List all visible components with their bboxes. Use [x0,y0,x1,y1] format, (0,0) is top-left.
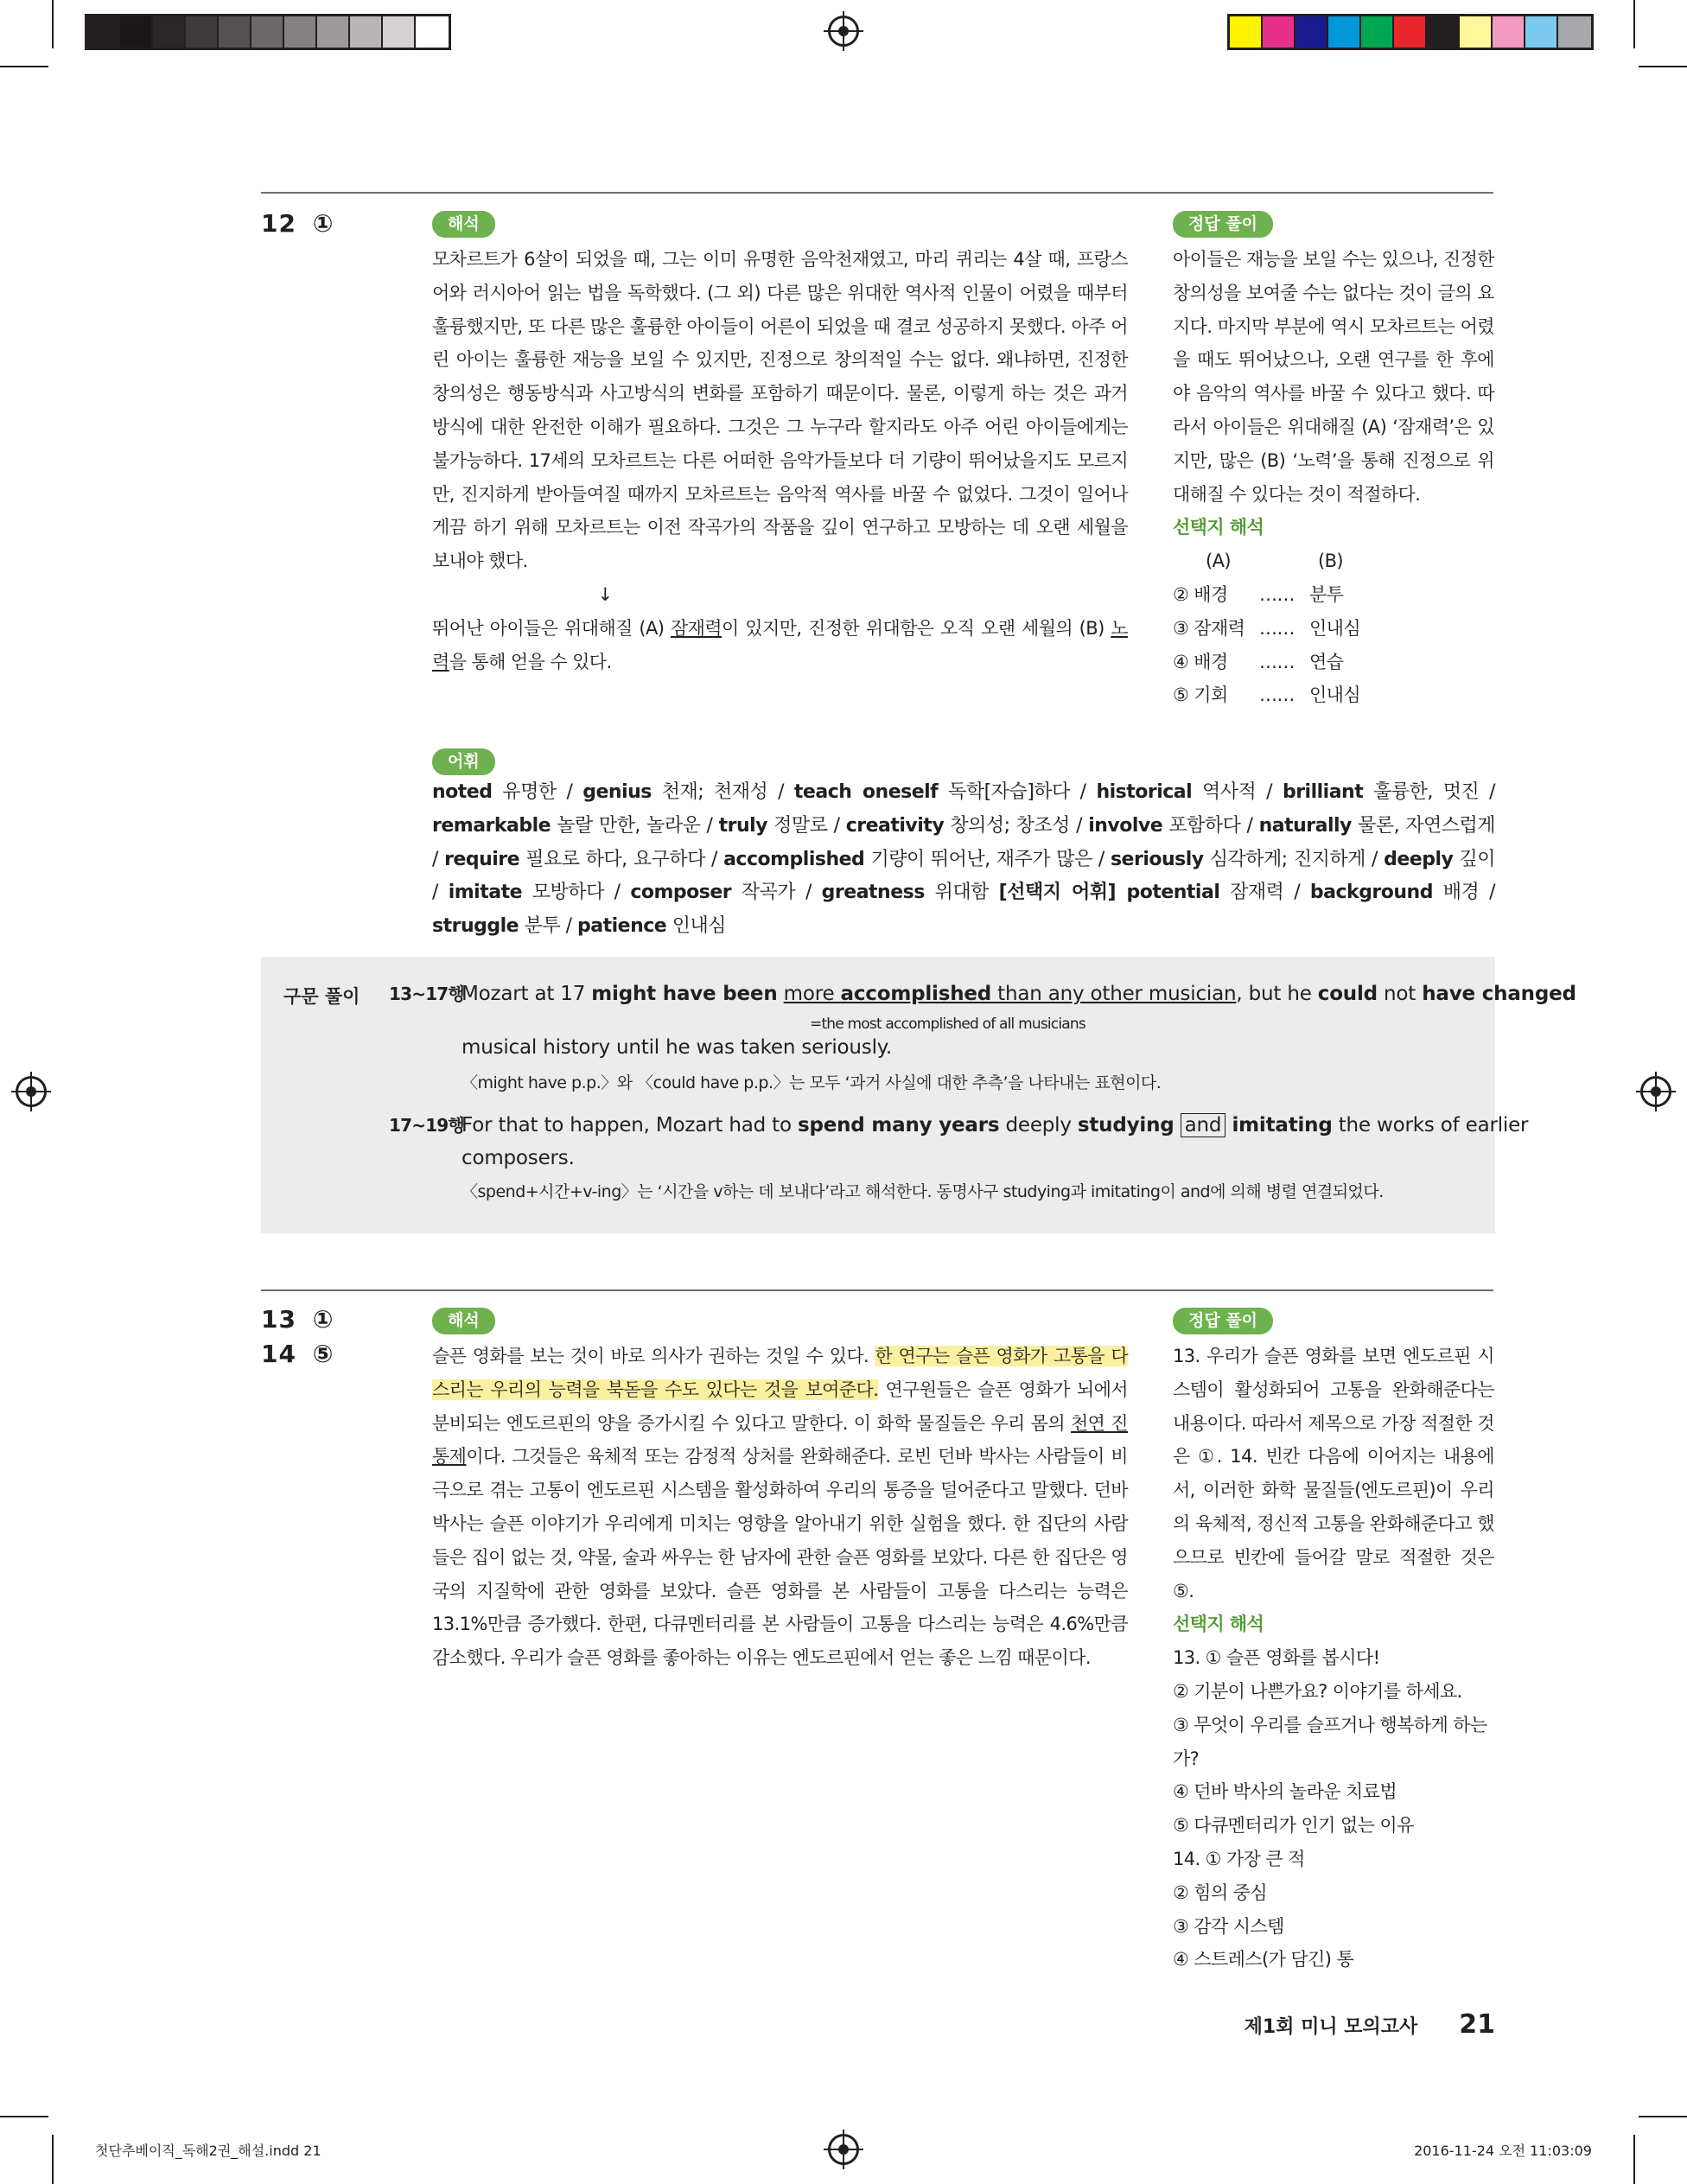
choices-title: 선택지 해석 [1173,1614,1264,1635]
line-ref: 17~19행 [389,1115,464,1136]
choice-dots: …… [1259,583,1295,605]
color-swatch [1295,16,1328,48]
line-ref: 13~17행 [389,984,464,1004]
choice-item: ③ 감각 시스템 [1173,1915,1284,1937]
equivalence-note: =the most accomplished of all musicians [810,1016,1085,1033]
question-13-number: 13 ① [261,1305,334,1334]
grammar-line-2: 17~19행For that to happen, Mozart had to spend many years deeply studying and imitating the works of earlier [389,1111,1528,1140]
answer-mark: ① [312,209,334,238]
choices-list [1173,578,1494,712]
color-swatch [1394,16,1427,48]
vocab-word: composer [630,882,732,904]
registration-mark-left [16,1076,47,1107]
choice-item: ② 힘의 중심 [1173,1882,1268,1903]
color-swatch [186,16,219,48]
color-swatch [219,16,251,48]
choice-a: ⑤ 기회 [1173,684,1228,706]
grammar-note-1: 〈might have p.p.〉와 〈could have p.p.〉는 모두 ‘과거 사실에 대한 추측’을 나타내는 표현이다. [462,1073,1162,1092]
color-swatch [1427,16,1460,48]
grammar-title: 구문 풀이 [283,986,360,1007]
vocab-meaning: 창의성; 창조성 / [944,814,1089,837]
grammar-line-2-cont: composers. [462,1147,575,1169]
divider-top [261,192,1493,194]
crop-mark-bottom-left-h [0,2116,48,2117]
vocab-word: deeply [1384,848,1454,870]
vocab-word: seriously [1110,848,1204,870]
crop-mark-top-right-v [1633,0,1635,48]
choice-a: ④ 배경 [1173,651,1228,672]
vocab-meaning: 포함하다 / [1162,814,1259,837]
vocab-meaning: 심각하게; 진지하게 / [1203,848,1385,870]
color-swatch [383,16,416,48]
color-swatch [1328,16,1361,48]
registration-mark-bottom [828,2134,859,2165]
choice-b: 인내심 [1309,617,1361,639]
vocab-word: creativity [845,814,945,837]
highlighted-sentence: 한 연구는 슬픈 영화가 고통을 다스리는 우리의 능력을 북돋을 수도 있다는 것을 보여준다. [432,1346,1129,1400]
color-swatch [284,16,317,48]
vocab-meaning: 정말로 / [767,814,846,837]
choice-row [1173,678,1494,712]
gray-scale-bar [85,14,451,50]
choice-b: 분투 [1309,583,1344,605]
choice-dots: …… [1259,684,1295,706]
vocab-meaning: 깊이 / [432,848,1496,904]
vocab-word: struggle [432,915,519,938]
vocab-meaning: 위대함 [924,882,999,904]
choice-a: ③ 잠재력 [1173,617,1245,639]
choice-b: 인내심 [1309,684,1361,706]
vocab-word: involve [1088,814,1163,837]
boxed-conjunction: and [1181,1113,1226,1137]
footer-title: 제1회 미니 모의고사 [1244,2016,1418,2038]
summary-answer-a: 잠재력 [670,617,722,639]
explain-tag: 정답 풀이 [1173,211,1273,238]
grammar-panel [261,957,1576,1233]
vocab-word: require [444,848,520,870]
choice-item: ③ 무엇이 우리를 슬프거나 행복하게 하는가? [1173,1714,1487,1769]
color-swatch [153,16,186,48]
vocab-tag: 어휘 [432,748,495,775]
vocab-word: genius [582,781,652,803]
color-swatch [1558,16,1591,48]
vocab-word: [선택지 어휘] potential [998,882,1220,904]
choice-item: 14. ① 가장 큰 적 [1173,1848,1305,1869]
vocab-meaning: 인내심 [666,915,726,938]
vocab-meaning: 잠재력 / [1219,882,1310,904]
page-number: 21 [1459,2009,1495,2040]
choice-row [1173,646,1494,679]
translation-tag: 해석 [432,1308,495,1334]
question-number: 12 [261,209,296,238]
choice-row [1173,612,1494,646]
slug-date: 2016-11-24 오전 11:03:09 [1414,2143,1592,2159]
explanation-text: 13. 우리가 슬픈 영화를 보면 엔도르핀 시스템이 활성화되어 고통을 완화해준다는 내용이다. 따라서 제목으로 가장 적절한 것은 ①. 14. 빈칸 다음에 이어지는 내용에서, 이러한 화학 물질들(엔도르핀)이 우리의 육체적, 정신적 고통을 완화해준다고 했으므로 빈칸에 들어갈 말로 적절한 것은 ⑤. [1173,1346,1494,1601]
summary-sentence: 뛰어난 아이들은 위대해질 (A) 잠재력이 있지만, 진정한 위대함은 오직 오랜 세월의 (B) 노력을 통해 얻을 수 있다. [432,617,1128,672]
crop-mark-bottom-left-v [52,2135,54,2184]
choices-title: 선택지 해석 [1173,517,1264,538]
choice-row [1173,578,1494,612]
q1314-explanation [1173,1340,1494,1977]
vocab-word: patience [577,915,667,938]
color-swatch [1525,16,1558,48]
vocab-meaning: 모방하다 / [522,882,631,904]
choice-item: ④ 스트레스(가 담긴) 통 [1173,1949,1354,1971]
translation-tag: 해석 [432,211,495,238]
vocab-word: background [1309,882,1433,904]
choice-item: 13. ① 슬픈 영화를 봅시다! [1173,1647,1380,1669]
choices-list [1173,1641,1494,1977]
crop-mark-bottom-right-v [1633,2135,1635,2184]
slug-file: 첫단추베이직_독해2권_해설.indd 21 [95,2143,321,2159]
color-bar [1227,14,1594,50]
registration-mark-top [828,16,859,47]
summary-answer-b: 노력 [432,617,1128,672]
choice-item: ④ 던바 박사의 놀라운 치료법 [1173,1781,1397,1803]
vocab-meaning: 물론, 자연스럽게 / [432,814,1496,870]
vocab-meaning: 배경 / [1432,882,1495,904]
vocab-word: teach oneself [793,781,939,803]
vocab-meaning: 독학[자습]하다 / [938,781,1097,803]
color-swatch [1493,16,1525,48]
choice-item: ② 기분이 나쁜가요? 이야기를 하세요. [1173,1680,1462,1702]
crop-mark-top-left-h [0,66,48,67]
grammar-line-1-cont: musical history until he was taken seriously. [462,1036,893,1059]
vocab-meaning: 천재; 천재성 / [651,781,794,803]
underlined-phrase: 천연 진통제 [432,1412,1128,1468]
color-swatch [1361,16,1394,48]
choices-header: (A) (B) [1206,551,1343,572]
choice-dots: …… [1259,617,1295,639]
vocab-word: noted [432,781,493,803]
vocab-word: accomplished [723,848,865,870]
vocab-meaning: 놀랄 만한, 놀라운 / [551,814,719,837]
vocab-word: historical [1096,781,1193,803]
summary-arrow: ↓ [597,583,613,605]
divider-middle [261,1289,1493,1291]
vocab-list [432,776,1495,944]
color-swatch [1263,16,1295,48]
choice-dots: …… [1259,651,1295,672]
choice-b: 연습 [1309,651,1344,672]
vocab-word: remarkable [432,814,551,837]
color-swatch [87,16,120,48]
q12-translation [432,243,1128,678]
vocab-word: imitate [448,882,523,904]
color-swatch [1460,16,1493,48]
vocab-meaning: 작곡가 / [731,882,822,904]
color-swatch [251,16,284,48]
vocab-meaning: 역사적 / [1192,781,1283,803]
vocab-meaning: 분투 / [519,915,577,938]
translation-text: 모차르트가 6살이 되었을 때, 그는 이미 유명한 음악천재였고, 마리 퀴리는 4살 때, 프랑스어와 러시아어 읽는 법을 독학했다. (그 외) 다른 많은 위대한 역사적 인물이 어렸을 때부터 훌륭했지만, 또 다른 많은 훌륭한 아이들이 어른이 되었을 때 결코 성공하지 못했다. 아주 어린 아이는 훌륭한 재능을 보일 수 있지만, 진정으로 창의적일 수는 없다. 왜냐하면, 진정한 창의성은 행동방식과 사고방식의 변화를 포함하기 때문이다. 물론, 이렇게 하는 것은 과거 방식에 대한 완전한 이해가 필요하다. 그것은 그 누구라 할지라도 아주 어린 아이들에게는 불가능하다. 17세의 모차르트는 다른 어떠한 음악가들보다 더 기량이 뛰어났을지도 모르지만, 진지하게 받아들여질 때까지 모차르트는 음악적 역사를 바꿀 수 없었다. 그것이 일어나게끔 하기 위해 모차르트는 이전 작곡가의 작품을 깊이 연구하고 모방하는 데 오랜 세월을 보내야 했다. [432,249,1128,572]
question-12-number [261,207,334,240]
vocab-meaning: 기량이 뛰어난, 재주가 많은 / [864,848,1111,870]
vocab-word: greatness [821,882,925,904]
grammar-note-2: 〈spend+시간+v-ing〉는 ‘시간을 v하는 데 보내다’라고 해석한다. 동명사구 studying과 imitating이 and에 의해 병렬 연결되었다. [462,1182,1384,1201]
q1314-translation [432,1340,1128,1675]
color-swatch [416,16,449,48]
color-swatch [350,16,383,48]
vocab-word: truly [718,814,768,837]
vocab-word: brilliant [1282,781,1364,803]
crop-mark-bottom-right-h [1639,2116,1687,2117]
vocab-word: naturally [1258,814,1352,837]
explanation-text: 아이들은 재능을 보일 수는 있으나, 진정한 창의성을 보여줄 수는 없다는 것이 글의 요지다. 마지막 부분에 역시 모차르트는 어렸을 때도 뛰어났으나, 오랜 연구를 한 후에야 음악의 역사를 바꿀 수 있다고 했다. 따라서 아이들은 위대해질 (A) ‘잠재력’은 있지만, 많은 (B) ‘노력’을 통해 진정으로 위대해질 수 있다는 것이 적절하다. [1173,249,1494,505]
choice-a: ② 배경 [1173,583,1228,605]
crop-mark-top-left-v [52,0,54,48]
translation-text: 슬픈 영화를 보는 것이 바로 의사가 권하는 것일 수 있다. 한 연구는 슬픈 영화가 고통을 다스리는 우리의 능력을 북돋을 수도 있다는 것을 보여준다. 연구원들은 슬픈 영화가 뇌에서 분비되는 엔도르핀의 양을 증가시킬 수 있다고 말한다. 이 화학 물질들은 우리 몸의 천연 진통제이다. 그것들은 육체적 또는 감정적 상처를 완화해준다. 로빈 던바 박사는 사람들이 비극으로 겪는 고통이 엔도르핀 시스템을 활성화하여 우리의 통증을 덜어준다고 말했다. 던바 박사는 슬픈 이야기가 우리에게 미치는 영향을 알아내기 위한 실험을 했다. 한 집단의 사람들은 집이 없는 것, 약물, 술과 싸우는 한 남자에 관한 슬픈 영화를 보았다. 다른 한 집단은 영국의 지질학에 관한 영화를 보았다. 슬픈 영화를 본 사람들이 고통을 다스리는 능력은 13.1%만큼 증가했다. 한편, 다큐멘터리를 본 사람들이 고통을 다스리는 능력은 4.6%만큼 감소했다. 우리가 슬픈 영화를 좋아하는 이유는 엔도르핀에서 얻는 좋은 느낌 때문이다. [432,1346,1129,1669]
registration-mark-right [1640,1076,1671,1107]
color-swatch [120,16,153,48]
vocab-meaning: 필요로 하다, 요구하다 / [519,848,724,870]
explain-tag: 정답 풀이 [1173,1308,1273,1334]
color-swatch [1230,16,1263,48]
grammar-line-1: 13~17행Mozart at 17 might have been more accomplished than any other musician, but he could not have changed [389,979,1576,1009]
q12-explanation [1173,243,1494,712]
vocab-meaning: 훌륭한, 멋진 / [1363,781,1495,803]
color-swatch [317,16,350,48]
page-footer [1245,2009,1495,2040]
vocab-meaning: 유명한 / [492,781,583,803]
crop-mark-top-right-h [1639,66,1687,67]
question-14-number: 14 ⑤ [261,1340,334,1368]
choice-item: ⑤ 다큐멘터리가 인기 없는 이유 [1173,1815,1414,1837]
underlined-phrase: more accomplished than any other musician [783,983,1237,1005]
